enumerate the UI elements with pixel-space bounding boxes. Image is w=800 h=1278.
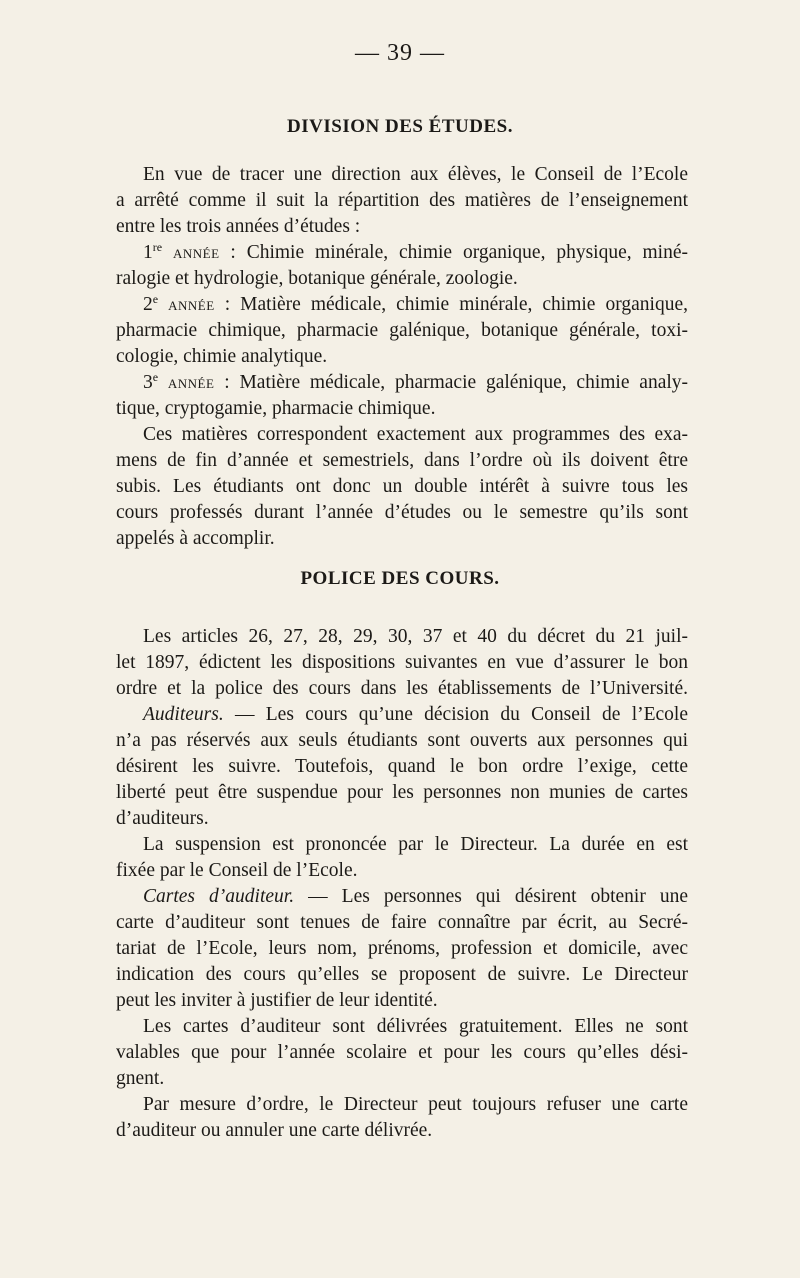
paragraph-line: carte d’auditeur sont tenues de faire connaître par écrit, au Secré- [116, 912, 688, 933]
paragraph-line: peut les inviter à justifier de leur identité. [116, 990, 438, 1011]
paragraph-line: tariat de l’Ecole, leurs nom, prénoms, profession et domicile, avec [116, 938, 688, 959]
paragraph-line: gnent. [116, 1068, 165, 1089]
paragraph-line: n’a pas réservés aux seuls étudiants sont ouverts aux personnes qui [116, 730, 688, 751]
paragraph-line: pharmacie chimique, pharmacie galénique, botanique générale, toxi- [116, 320, 688, 341]
page-number: — 39 — [355, 40, 445, 66]
auditeurs-line: Auditeurs. — Les cours qu’une décision du Conseil de l’Ecole [143, 704, 688, 725]
year-1-line: 1re ANNÉE : Chimie minérale, chimie organique, physique, miné- [143, 240, 688, 263]
paragraph-line: Ces matières correspondent exactement aux programmes des exa- [143, 424, 688, 445]
paragraph-line: let 1897, édictent les dispositions suivantes en vue d’assurer le bon [116, 652, 688, 673]
paragraph-line: subis. Les étudiants ont donc un double intérêt à suivre tous les [116, 476, 688, 497]
cartes-label: Cartes d’auditeur. [143, 886, 295, 907]
paragraph-line: En vue de tracer une direction aux élèves, le Conseil de l’Ecole [143, 164, 688, 185]
paragraph-line: cologie, chimie analytique. [116, 346, 328, 367]
paragraph-line: d’auditeur ou annuler une carte délivrée. [116, 1120, 433, 1141]
paragraph-line: La suspension est prononcée par le Directeur. La durée en est [143, 834, 688, 855]
paragraph-line: cours professés durant l’année d’études ou le semestre qu’ils sont [116, 502, 688, 523]
paragraph-line: ordre et la police des cours dans les établissements de l’Université. [116, 678, 688, 699]
year-1-label: 1re ANNÉE [143, 240, 220, 263]
cartes-line: Cartes d’auditeur. — Les personnes qui désirent obtenir une [143, 886, 689, 907]
paragraph-line: liberté peut être suspendue pour les personnes non munies de cartes [116, 782, 688, 803]
year-2-label: 2e ANNÉE [143, 292, 215, 315]
year-3-label: 3e ANNÉE [143, 370, 215, 393]
paragraph-line: fixée par le Conseil de l’Ecole. [116, 860, 358, 881]
paragraph-line: Les cartes d’auditeur sont délivrées gratuitement. Elles ne sont [143, 1016, 688, 1037]
paragraph-line: a arrêté comme il suit la répartition des matières de l’enseignement [116, 190, 688, 211]
paragraph-line: entre les trois années d’études : [116, 216, 361, 237]
year-2-line: 2e ANNÉE : Matière médicale, chimie minérale, chimie organique, [143, 292, 688, 315]
paragraph-line: appelés à accomplir. [116, 528, 275, 549]
paragraph-line: tique, cryptogamie, pharmacie chimique. [116, 398, 436, 419]
paragraph-line: Les articles 26, 27, 28, 29, 30, 37 et 40 du décret du 21 juil- [143, 626, 688, 647]
paragraph-line: mens de fin d’année et semestriels, dans l’ordre où ils doivent être [116, 450, 688, 471]
paragraph-line: d’auditeurs. [116, 808, 209, 829]
section-title-division-des-etudes: DIVISION DES ÉTUDES. [287, 116, 513, 137]
section-title-police-des-cours: POLICE DES COURS. [300, 568, 500, 589]
year-3-line: 3e ANNÉE : Matière médicale, pharmacie galénique, chimie analy- [143, 370, 689, 393]
paragraph-line: ralogie et hydrologie, botanique générale, zoologie. [116, 268, 518, 289]
auditeurs-label: Auditeurs. [143, 704, 224, 725]
paragraph-line: indication des cours qu’elles se proposent de suivre. Le Directeur [116, 964, 688, 985]
paragraph-line: désirent les suivre. Toutefois, quand le bon ordre l’exige, cette [116, 756, 688, 777]
paragraph-line: Par mesure d’ordre, le Directeur peut toujours refuser une carte [143, 1094, 688, 1115]
paragraph-line: valables que pour l’année scolaire et pour les cours qu’elles dési- [116, 1042, 688, 1063]
